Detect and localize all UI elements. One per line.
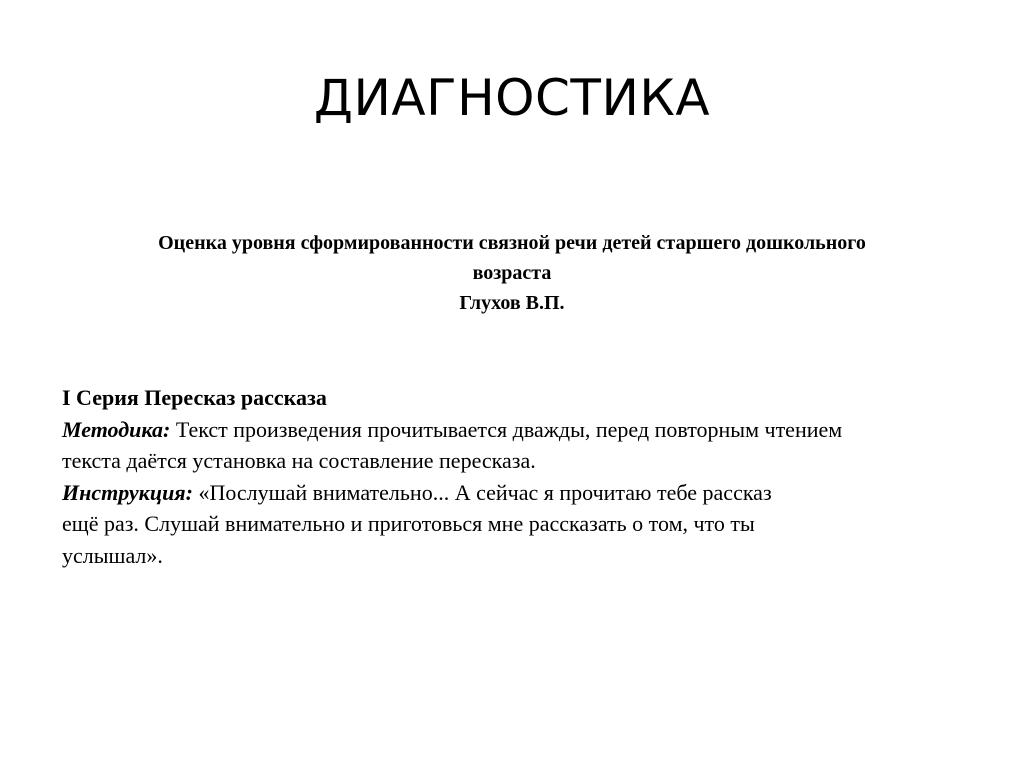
method-line-1 xyxy=(62,414,1002,446)
slide-title: ДИАГНОСТИКА xyxy=(313,69,711,127)
method-text-1: Текст произведения прочитывается дважды, перед повторным чтением xyxy=(170,416,843,442)
instruction-line-1 xyxy=(62,477,1002,509)
instruction-text-1: «Послушай внимательно... А сейчас я прочитаю тебе рассказ xyxy=(192,479,772,505)
instruction-line-2: ещё раз. Слушай внимательно и приготовься мне рассказать о том, что ты xyxy=(62,511,755,536)
subtitle-block xyxy=(40,228,984,318)
subtitle-line-2: возраста xyxy=(472,262,552,284)
body-block xyxy=(62,382,1002,571)
method-line-2: текста даётся установка на составление пересказа. xyxy=(62,448,536,473)
instruction-label: Инструкция: xyxy=(62,479,193,505)
author-name: Глухов В.П. xyxy=(459,292,565,314)
subtitle-line-1: Оценка уровня сформированности связной речи детей старшего дошкольного xyxy=(158,232,866,254)
instruction-line-3: услышал». xyxy=(62,542,163,568)
method-label: Методика: xyxy=(62,416,171,442)
series-heading: I Серия Пересказ рассказа xyxy=(62,385,327,410)
